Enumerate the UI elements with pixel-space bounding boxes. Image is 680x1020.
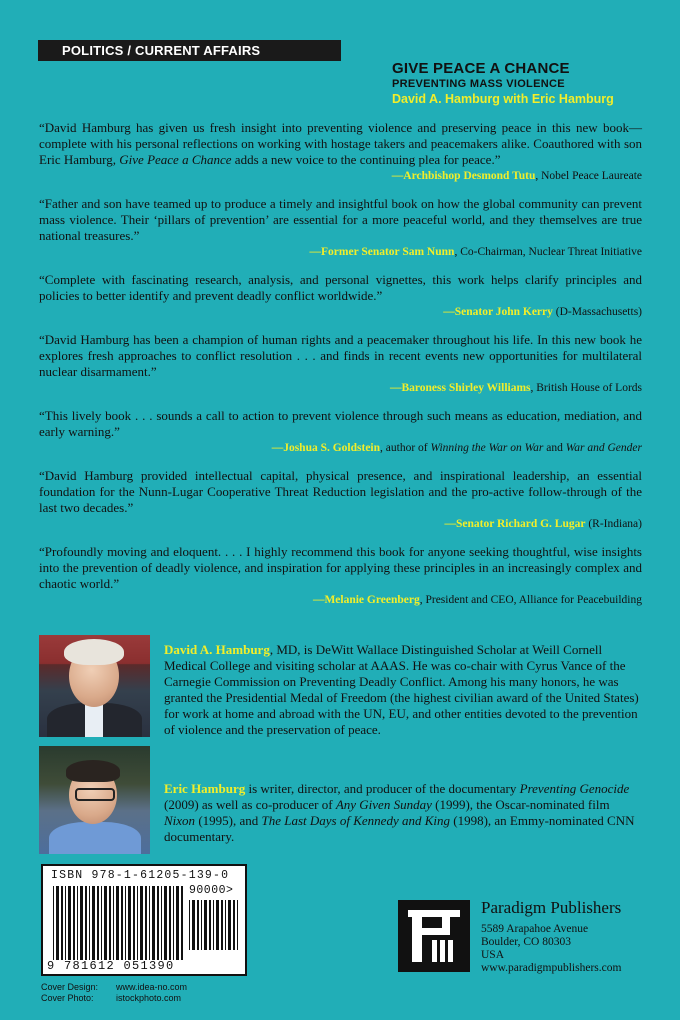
blurb-kerry: [39, 272, 642, 320]
blurb-quote: “Complete with fascinating research, analysis, and personal vignettes, this work helps clarify principles and policies to better identify and prevent deadly conflict worldwide.”: [39, 272, 642, 303]
blurb-quote: “David Hamburg has given us fresh insight into preventing violence and preserving peace in this new book—complete with his personal reflections on working with hostage takers and peacemakers alike. Coauthored with son Eric Hamburg, Give Peace a Chance adds a new voice to the continuing plea for peace.”: [39, 120, 642, 167]
publisher-country: USA: [481, 949, 505, 961]
blurb-attribution: —Archbishop Desmond Tutu, Nobel Peace Laureate: [391, 170, 642, 182]
blurb-nunn: [39, 196, 642, 260]
credit-row: Cover Photo: istockphoto.com: [41, 993, 182, 1003]
blurb-lugar: [39, 468, 642, 532]
blurb-quote: “David Hamburg provided intellectual capital, physical presence, and inspirational leadership, an essential foundation for the Nunn-Lugar Cooperative Threat Reduction legislation and the pro-active follow-through of the last two decades.”: [39, 468, 642, 515]
book-authors: David A. Hamburg with Eric Hamburg: [392, 92, 614, 106]
blurb-greenberg: [39, 544, 642, 608]
isbn-number: ISBN 978-1-61205-139-0: [51, 869, 230, 882]
isbn-barcode: [41, 864, 247, 976]
publisher-address: 5589 Arapahoe Avenue: [481, 923, 589, 935]
endorsements: [39, 120, 642, 620]
category-label: POLITICS / CURRENT AFFAIRS: [38, 40, 341, 61]
blurb-attribution: —Senator John Kerry (D-Massachusetts): [443, 306, 642, 318]
publisher-city: Boulder, CO 80303: [481, 936, 571, 948]
price-barcode-bars: [189, 900, 239, 950]
barcode-bars: [53, 886, 183, 960]
publisher-logo-icon: [398, 900, 470, 972]
publisher-website: www.paradigmpublishers.com: [481, 962, 622, 974]
blurb-quote: “Father and son have teamed up to produce a timely and insightful book on how the global community can prevent mass violence. Their ‘pillars of prevention’ are essential for a more peaceful world, and they themselves are true national treasures.”: [39, 196, 642, 243]
price-code: 90000>: [189, 884, 234, 897]
blurb-attribution: —Melanie Greenberg, President and CEO, Alliance for Peacebuilding: [312, 594, 642, 606]
blurb-quote: “David Hamburg has been a champion of human rights and a peacemaker throughout his life. In this new book he explores fresh approaches to conflict resolution . . . and finds in recent events new opportunities for multilateral nuclear disarmament.”: [39, 332, 642, 379]
author-photo-eric: [39, 746, 150, 854]
blurb-quote: “Profoundly moving and eloquent. . . . I highly recommend this book for anyone seeking thoughtful, wise insights into the prevention of deadly violence, and inspiration for applying these principles in an increasingly complex and chaotic world.”: [39, 544, 642, 591]
publisher-info: [481, 898, 621, 975]
bio-david: David A. Hamburg, MD, is DeWitt Wallace Distinguished Scholar at Weill Cornell Medical College and visiting scholar at AAAS. He was co-chair with Cyrus Vance of the Carnegie Commission on Preventing Deadly Conflict. Among his many honors, he was granted the Presidential Medal of Freedom (the highest civilian award of the United States) for work at home and abroad with the UN, EU, and other entities devoted to the prevention of violence and the preservation of peace.: [164, 642, 639, 737]
book-title-block: [392, 60, 614, 106]
blurb-attribution: —Joshua S. Goldstein, author of Winning the War on War and War and Gender: [271, 442, 642, 454]
blurb-attribution: —Senator Richard G. Lugar (R-Indiana): [444, 518, 642, 530]
blurb-quote: “This lively book . . . sounds a call to action to prevent violence through such means as education, mediation, and early warning.”: [39, 408, 642, 439]
blurb-williams: [39, 332, 642, 396]
blurb-attribution: —Former Senator Sam Nunn, Co-Chairman, Nuclear Threat Initiative: [309, 246, 642, 258]
cover-credits: [41, 982, 187, 1004]
book-title: GIVE PEACE A CHANCE: [392, 60, 570, 77]
credit-row: Cover Design: www.idea-no.com: [41, 982, 188, 992]
barcode-digits: 9 781612 051390: [47, 959, 175, 973]
blurb-goldstein: [39, 408, 642, 456]
author-photo-david: [39, 635, 150, 737]
book-subtitle: PREVENTING MASS VIOLENCE: [392, 78, 565, 90]
bio-eric: Eric Hamburg is writer, director, and producer of the documentary Preventing Genocide (2009) as well as co-producer of Any Given Sunday (1999), the Oscar-nominated film Nixon (1995), and The Last Days of Kennedy and King (1998), an Emmy-nominated CNN documentary.: [164, 781, 635, 844]
blurb-tutu: [39, 120, 642, 184]
blurb-attribution: —Baroness Shirley Williams, British House of Lords: [389, 382, 642, 394]
publisher-name: Paradigm Publishers: [481, 898, 622, 917]
publisher-logo: [398, 900, 470, 972]
